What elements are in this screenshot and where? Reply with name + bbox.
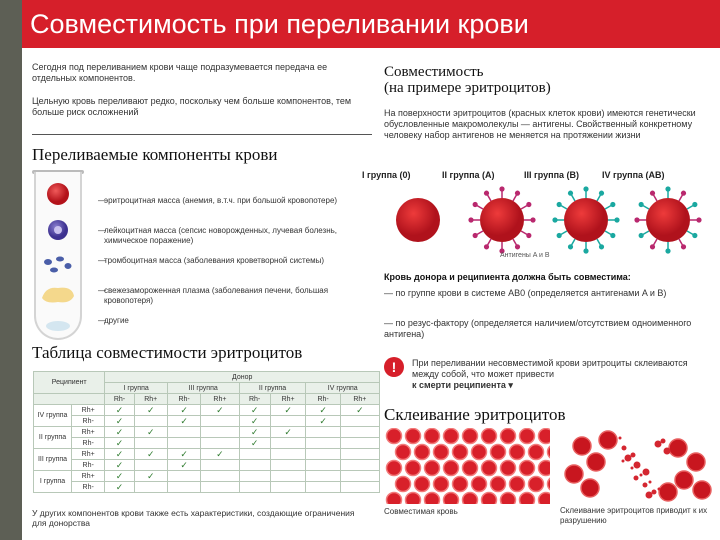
compat-cell <box>105 471 134 482</box>
red-cell <box>453 445 468 460</box>
compat-cell <box>105 460 134 471</box>
check-icon: ✓ <box>115 404 124 415</box>
rh-header: Rh+ <box>134 394 167 405</box>
donor-group-header: II группа <box>239 383 306 394</box>
red-cell <box>444 429 459 444</box>
table-row <box>34 427 380 438</box>
component-item: лейкоцитная масса (сепсис новорожденных, лучевая болезнь, химическое поражение) <box>104 226 338 245</box>
component-item: эритроцитная масса (анемия, в.т.ч. при большой кровопотере) <box>104 196 338 205</box>
compat-cell <box>167 416 200 427</box>
clumped-cell <box>573 437 591 455</box>
cell-fragment <box>625 455 632 462</box>
compat-cell <box>105 438 134 449</box>
red-cell <box>548 477 551 492</box>
compat-cell <box>167 449 200 460</box>
donor-header: Донор <box>105 372 380 383</box>
compat-cell <box>201 471 239 482</box>
red-cell <box>425 493 440 505</box>
compat-cell <box>306 471 340 482</box>
compat-cell <box>134 416 167 427</box>
red-cell <box>444 493 459 505</box>
compat-cell <box>306 416 340 427</box>
check-icon: ✓ <box>115 437 124 448</box>
red-cell <box>539 429 551 444</box>
warning-icon: ! <box>384 357 404 377</box>
check-icon: ✓ <box>319 404 327 415</box>
compat-cell <box>239 449 270 460</box>
compat-cell <box>270 460 306 471</box>
red-cell <box>444 461 459 476</box>
red-cell <box>472 445 487 460</box>
slide: Совместимость при переливании крови Сегодня под переливанием крови чаще подразумевается передача ее отдельных компонентов. Цельную кровь переливают редко, поскольку чем больше компонентов, тем больше риск осложнений Переливаемые компоненты крови — эритроцитная масса (анемия, в.т.ч. при большой кровопотере) — лейкоцитная масса (сепсис новорожденных, лучевая болезнь, химическое поражение) — тромбоцитная масса (заболевания кроветворной системы) — свежезамороженная плазма (заболевания печени, большая кровопотеря) — другие Таблица совместимости эритроцитов Реципиент Донор I группа III группа II группа IV группа Rh- Rh+ Rh- Rh+ Rh- Rh+ Rh- Rh+ IV группа Rh+ ✓ ✓ ✓ ✓ ✓ ✓ ✓ ✓ Rh- ✓ ✓ ✓ ✓ II группа Rh+ ✓ ✓ ✓ ✓ Rh- ✓ ✓ III группа Rh+ ✓ ✓ ✓ ✓ Rh- ✓ ✓ I группа Rh+ ✓ ✓ Rh- ✓ У других компонентов крови также есть характеристики, создающие ограничения для донорства Совместимость (на примере эритроцитов) На поверхности эритроцитов (красных клеток крови) имеются генетически обусловленные макромолекулы — антигены. Свойственный конкретному человеку набор антигенов не меняется на протяжении жизни I группа (0) II группа (A) III группа (B) IV группа (AB) Антигены A и B Кровь донора и реципиента должна быть совместима: — по группе крови в системе AB0 (определяется антигенами A и B) — по резус-фактору (определяется наличием/отсутствием одноименного антигена) ! При переливании несовместимой крови эритроциты склеиваются между собой, что может привести к смерти реципиента ▾ Склеивание эритроцитов Совместимая кровь Склеивание эритроцитов приводит к их разрушению <box>22 0 720 540</box>
red-cell <box>396 445 411 460</box>
compat-cell <box>239 416 270 427</box>
rh-header: Rh- <box>167 394 200 405</box>
compat-cell <box>270 449 306 460</box>
compat-cell <box>306 482 340 493</box>
compatible-caption: Совместимая кровь <box>384 507 458 516</box>
compat-cell <box>239 427 270 438</box>
check-icon: ✓ <box>250 426 259 437</box>
recipient-rh: Rh- <box>72 460 105 471</box>
cell-fragment <box>619 437 622 440</box>
clumped-cell <box>687 453 705 471</box>
donor-group-header: IV группа <box>306 383 380 394</box>
cell-fragment <box>634 462 641 469</box>
red-cell <box>453 477 468 492</box>
rh-header: Rh+ <box>340 394 379 405</box>
compat-cell <box>270 482 306 493</box>
compat-cell <box>239 471 270 482</box>
clumped-cell <box>581 479 599 497</box>
check-icon: ✓ <box>115 481 124 492</box>
component-item: другие <box>104 316 129 325</box>
cell-fragment <box>664 448 671 455</box>
group-label: III группа (B) <box>524 170 580 180</box>
recipient-rh: Rh- <box>72 482 105 493</box>
table-title: Таблица совместимости эритроцитов <box>32 343 303 362</box>
check-icon: ✓ <box>250 404 259 415</box>
clumped-cell <box>565 465 583 483</box>
compat-cell <box>201 449 239 460</box>
plasma-icon <box>42 288 74 303</box>
compat-cell <box>340 449 379 460</box>
table-row <box>34 482 380 493</box>
erythrocyte-group-b <box>552 186 619 253</box>
clumped-cell <box>675 471 693 489</box>
red-cell <box>501 493 516 505</box>
components-icons <box>34 180 84 340</box>
cell-fragment <box>622 460 625 463</box>
group-label: IV группа (AB) <box>602 170 665 180</box>
rh-header: Rh+ <box>201 394 239 405</box>
red-cell <box>425 429 440 444</box>
warning-text: При переливании несовместимой крови эритроциты склеиваются между собой, что может привести к смерти реципиента ▾ <box>412 358 688 390</box>
red-cell <box>529 477 544 492</box>
divider <box>32 134 372 135</box>
compat-cell <box>340 416 379 427</box>
erythrocyte-title: Совместимость <box>384 64 484 80</box>
warning-bold: к смерти реципиента ▾ <box>412 380 513 390</box>
red-cell <box>463 429 478 444</box>
compatibility-table <box>33 371 380 493</box>
rh-header: Rh+ <box>270 394 306 405</box>
clumped-cell <box>669 439 687 457</box>
table-row <box>34 438 380 449</box>
compat-cell <box>134 449 167 460</box>
red-cell <box>425 461 440 476</box>
compat-cell <box>340 427 379 438</box>
check-icon: ✓ <box>216 404 224 415</box>
table-row <box>34 471 380 482</box>
group-label: II группа (A) <box>442 170 495 180</box>
compat-cell <box>105 405 134 416</box>
compat-cell <box>134 405 167 416</box>
cell-fragment <box>643 469 650 476</box>
compat-cell <box>105 416 134 427</box>
red-cell <box>539 461 551 476</box>
clumped-cell <box>693 481 711 499</box>
compat-cell <box>105 449 134 460</box>
recipient-rh: Rh- <box>72 438 105 449</box>
red-cell <box>539 493 551 505</box>
recipient-rh: Rh+ <box>72 449 105 460</box>
compat-cell <box>167 471 200 482</box>
compat-cell <box>270 438 306 449</box>
red-cell <box>434 445 449 460</box>
compat-cell <box>239 438 270 449</box>
erythrocyte-icon <box>47 183 69 205</box>
components-title: Переливаемые компоненты крови <box>32 145 278 164</box>
donor-group-header: I группа <box>105 383 168 394</box>
compat-cell <box>201 438 239 449</box>
agglutination-caption: Склеивание эритроцитов приводит к их разрушению <box>560 506 708 525</box>
check-icon: ✓ <box>146 404 155 415</box>
platelets-icon <box>44 257 72 273</box>
check-icon: ✓ <box>180 448 188 459</box>
compat-cell <box>270 416 306 427</box>
compat-cell <box>340 482 379 493</box>
red-cell <box>415 477 430 492</box>
rh-header: Rh- <box>105 394 134 405</box>
check-icon: ✓ <box>115 470 124 481</box>
check-icon: ✓ <box>250 437 259 448</box>
compat-cell <box>201 405 239 416</box>
recipient-group: III группа <box>34 449 72 471</box>
cell-fragment <box>631 467 634 470</box>
erythrocyte-group-ab <box>634 186 701 253</box>
check-icon: ✓ <box>180 415 188 426</box>
red-cell <box>463 493 478 505</box>
table-row <box>34 460 380 471</box>
recipient-rh: Rh+ <box>72 471 105 482</box>
check-icon: ✓ <box>115 426 124 437</box>
compat-cell <box>340 438 379 449</box>
compat-cell <box>306 438 340 449</box>
header-bar <box>22 0 720 48</box>
rule-rh: — по резус-фактору (определяется наличием/отсутствием одноименного антигена) <box>384 318 692 339</box>
red-cell <box>520 429 535 444</box>
table-footnote: У других компонентов крови также есть характеристики, создающие ограничения для донорства <box>32 508 355 528</box>
red-cell <box>396 477 411 492</box>
cell-fragment <box>649 481 652 484</box>
compat-cell <box>239 482 270 493</box>
recipient-group: II группа <box>34 427 72 449</box>
cell-fragment <box>640 474 643 477</box>
erythrocyte-subtitle: (на примере эритроцитов) <box>384 80 551 96</box>
table-row <box>34 416 380 427</box>
red-cell <box>510 477 525 492</box>
check-icon: ✓ <box>284 404 292 415</box>
compat-cell <box>270 471 306 482</box>
red-cell <box>415 445 430 460</box>
red-cell <box>434 477 449 492</box>
recipient-rh: Rh+ <box>72 427 105 438</box>
compat-cell <box>306 449 340 460</box>
compat-cell <box>105 427 134 438</box>
cell-fragment <box>646 492 653 499</box>
compatible-blood-photo <box>384 428 550 504</box>
compat-cell <box>167 438 200 449</box>
table-row <box>34 405 380 416</box>
agglutination-title: Склеивание эритроцитов <box>384 405 566 424</box>
red-cell <box>510 445 525 460</box>
cell-fragment <box>634 476 639 481</box>
check-icon: ✓ <box>356 404 364 415</box>
red-cell <box>406 493 421 505</box>
check-icon: ✓ <box>146 448 155 459</box>
cell-fragment <box>655 441 662 448</box>
rh-header: Rh- <box>239 394 270 405</box>
recipient-rh: Rh- <box>72 416 105 427</box>
component-item: тромбоцитная масса (заболевания кроветворной системы) <box>104 256 324 265</box>
recipient-rh: Rh+ <box>72 405 105 416</box>
red-cell <box>482 493 497 505</box>
check-icon: ✓ <box>115 448 124 459</box>
cell-fragment <box>622 446 627 451</box>
red-cell <box>482 429 497 444</box>
red-cell <box>387 429 402 444</box>
agglutinated-blood-photo <box>560 428 716 504</box>
compat-cell <box>167 405 200 416</box>
compat-cell <box>306 427 340 438</box>
clumped-cell <box>599 431 617 449</box>
red-cell <box>548 445 551 460</box>
compat-cell <box>340 460 379 471</box>
compat-cell <box>340 471 379 482</box>
red-cell <box>472 477 487 492</box>
red-cell <box>406 429 421 444</box>
red-cell <box>491 445 506 460</box>
check-icon: ✓ <box>180 404 188 415</box>
cell-fragment <box>658 488 661 491</box>
compat-cell <box>134 427 167 438</box>
check-icon: ✓ <box>115 415 124 426</box>
compat-cell <box>105 482 134 493</box>
red-cell <box>529 445 544 460</box>
compat-cell <box>270 405 306 416</box>
rules-heading: Кровь донора и реципиента должна быть совместима: <box>384 272 631 282</box>
compat-cell <box>239 405 270 416</box>
check-icon: ✓ <box>115 459 124 470</box>
donor-group-header: III группа <box>167 383 239 394</box>
check-icon: ✓ <box>250 415 259 426</box>
compat-cell <box>340 405 379 416</box>
recipient-group: IV группа <box>34 405 72 427</box>
compat-cell <box>201 482 239 493</box>
component-item: свежезамороженная плазма (заболевания печени, большая кровопотеря) <box>104 286 329 305</box>
red-cell <box>463 461 478 476</box>
compat-cell <box>167 460 200 471</box>
compat-cell <box>134 482 167 493</box>
page-title: Совместимость при переливании крови <box>30 9 529 39</box>
compat-cell <box>167 427 200 438</box>
compat-cell <box>167 482 200 493</box>
antigen-label: Антигены A и B <box>500 252 550 259</box>
red-cell <box>501 429 516 444</box>
compat-cell <box>201 427 239 438</box>
red-cell <box>387 461 402 476</box>
check-icon: ✓ <box>216 448 224 459</box>
antigen-description: На поверхности эритроцитов (красных клеток крови) имеются генетически обусловленные макромолекулы — антигены. Свойственный конкретному человеку набор антигенов не меняется на протяжении жизни <box>384 108 696 140</box>
red-cell <box>501 461 516 476</box>
red-cell <box>520 493 535 505</box>
recipient-header: Реципиент <box>34 372 105 394</box>
other-components-icon <box>46 321 70 331</box>
red-cell <box>491 477 506 492</box>
rule-abo: — по группе крови в системе AB0 (определяется антигенами A и B) <box>384 288 667 298</box>
intro-paragraph-1: Сегодня под переливанием крови чаще подразумевается передача ее отдельных компонентов. <box>32 62 328 83</box>
check-icon: ✓ <box>146 426 155 437</box>
compat-cell <box>201 416 239 427</box>
group-label: I группа (0) <box>362 170 411 180</box>
rh-header: Rh- <box>306 394 340 405</box>
recipient-group: I группа <box>34 471 72 493</box>
check-icon: ✓ <box>319 415 327 426</box>
compat-cell <box>270 427 306 438</box>
table-row <box>34 449 380 460</box>
compat-cell <box>239 460 270 471</box>
red-cell <box>482 461 497 476</box>
compat-cell <box>306 460 340 471</box>
check-icon: ✓ <box>284 426 292 437</box>
red-cell <box>406 461 421 476</box>
red-cell <box>520 461 535 476</box>
clumped-cell <box>659 483 677 501</box>
check-icon: ✓ <box>180 459 188 470</box>
cell-fragment <box>643 483 648 488</box>
compat-cell <box>134 438 167 449</box>
compat-cell <box>201 460 239 471</box>
erythrocyte-group-a <box>468 186 535 253</box>
compat-cell <box>134 460 167 471</box>
blood-group-cells <box>384 180 714 260</box>
check-icon: ✓ <box>146 470 155 481</box>
intro-paragraph-2: Цельную кровь переливают редко, поскольку чем больше компонентов, тем больше риск осложнений <box>32 96 352 117</box>
compat-cell <box>134 471 167 482</box>
red-cell <box>387 493 402 505</box>
clumped-cell <box>587 453 605 471</box>
compat-cell <box>306 405 340 416</box>
erythrocyte-group-0 <box>396 198 440 242</box>
